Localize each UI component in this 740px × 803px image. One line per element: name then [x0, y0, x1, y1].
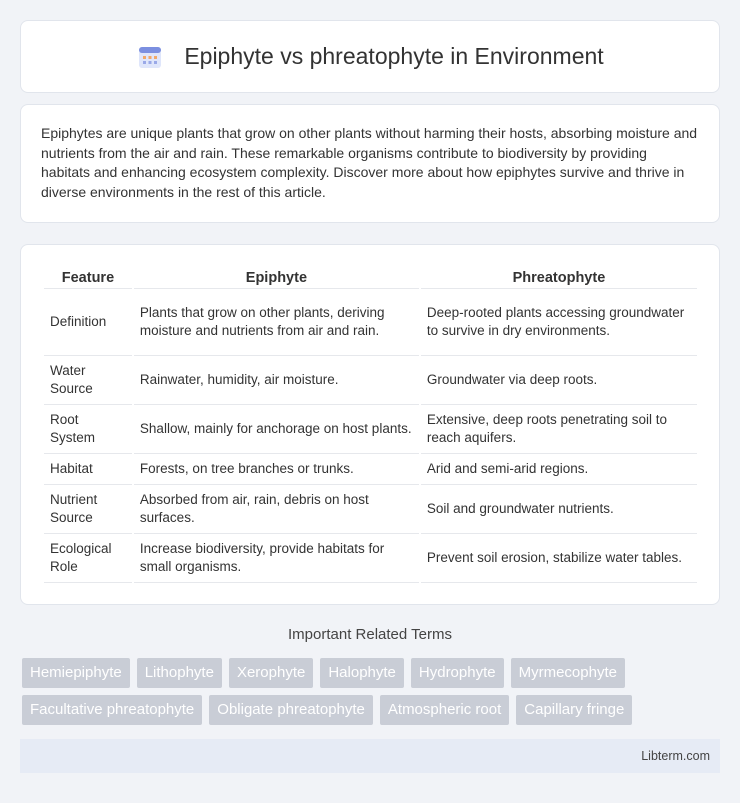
table-cell: Prevent soil erosion, stabilize water tables.: [421, 534, 697, 583]
tag-capillary-fringe[interactable]: Capillary fringe: [516, 695, 632, 725]
table-cell: Habitat: [44, 454, 132, 485]
table-row: [44, 405, 697, 454]
table-cell: Increase biodiversity, provide habitats for small organisms.: [134, 534, 419, 583]
intro-card: [20, 104, 720, 223]
footer-site-link[interactable]: Libterm.com: [641, 749, 710, 763]
table-cell: Arid and semi-arid regions.: [421, 454, 697, 485]
tag-halophyte[interactable]: Halophyte: [320, 658, 404, 688]
footer: [20, 739, 720, 773]
tag-facultative-phreatophyte[interactable]: Facultative phreatophyte: [22, 695, 202, 725]
tag-hydrophyte[interactable]: Hydrophyte: [411, 658, 504, 688]
intro-text: Epiphytes are unique plants that grow on other plants without harming their hosts, absorbing moisture and nutrients from the air and rain. These remarkable organisms contribute to biodiversity by providing habitats and enhancing ecosystem complexity. Discover more about how epiphytes survive and thrive in diverse environments in the rest of this article.: [41, 125, 698, 200]
related-terms-tags: [22, 658, 722, 732]
table-row: [44, 534, 697, 583]
tag-lithophyte[interactable]: Lithophyte: [137, 658, 222, 688]
page-title: Epiphyte vs phreatophyte in Environment: [184, 43, 604, 69]
related-terms-title: Important Related Terms: [288, 626, 452, 643]
table-cell: Rainwater, humidity, air moisture.: [134, 356, 419, 405]
table-cell: Root System: [44, 405, 132, 454]
tag-obligate-phreatophyte[interactable]: Obligate phreatophyte: [209, 695, 373, 725]
table-row: [44, 356, 697, 405]
table-cell: Definition: [44, 289, 132, 356]
table-cell: Nutrient Source: [44, 485, 132, 534]
table-row: [44, 485, 697, 534]
table-cell: Water Source: [44, 356, 132, 405]
column-header: Feature: [44, 265, 132, 289]
table-cell: Groundwater via deep roots.: [421, 356, 697, 405]
table-cell: Deep-rooted plants accessing groundwater to survive in dry environments.: [421, 289, 697, 356]
table-cell: Extensive, deep roots penetrating soil to reach aquifers.: [421, 405, 697, 454]
tag-atmospheric-root[interactable]: Atmospheric root: [380, 695, 509, 725]
tag-xerophyte[interactable]: Xerophyte: [229, 658, 313, 688]
table-cell: Shallow, mainly for anchorage on host plants.: [134, 405, 419, 454]
table-cell: Forests, on tree branches or trunks.: [134, 454, 419, 485]
comparison-table: [42, 265, 699, 583]
tag-row: [22, 658, 722, 688]
table-header-row: [44, 265, 697, 289]
table-cell: Soil and groundwater nutrients.: [421, 485, 697, 534]
table-cell: Plants that grow on other plants, deriving moisture and nutrients from air and rain.: [134, 289, 419, 356]
comparison-table-card: [20, 244, 720, 605]
tag-myrmecophyte[interactable]: Myrmecophyte: [511, 658, 625, 688]
tag-hemiepiphyte[interactable]: Hemiepiphyte: [22, 658, 130, 688]
header-card: [20, 20, 720, 93]
table-row: [44, 289, 697, 356]
table-cell: Absorbed from air, rain, debris on host surfaces.: [134, 485, 419, 534]
table-row: [44, 454, 697, 485]
tag-row: [22, 695, 722, 725]
column-header: Phreatophyte: [421, 265, 697, 289]
calendar-icon: [136, 43, 164, 71]
column-header: Epiphyte: [134, 265, 419, 289]
table-cell: Ecological Role: [44, 534, 132, 583]
